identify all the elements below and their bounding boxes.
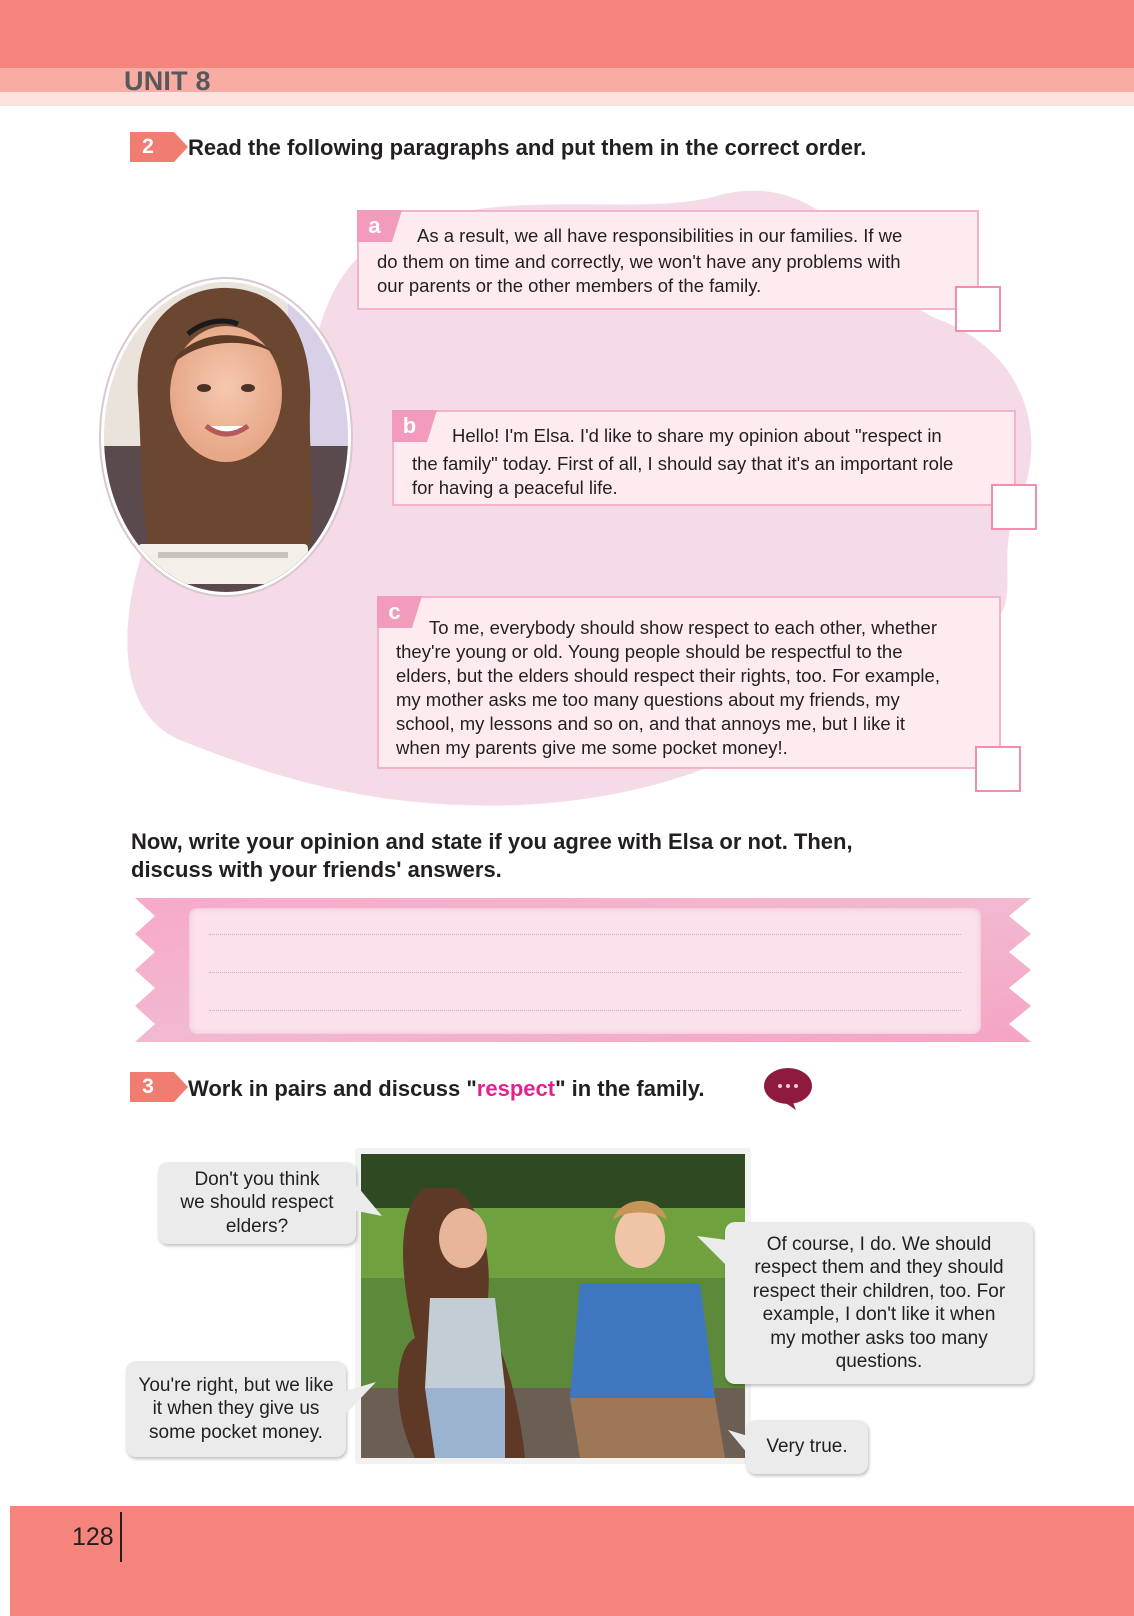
speech-bubble-boy-1-line-5: my mother asks too many <box>770 1327 988 1349</box>
speech-bubble-girl-2-line-3: some pocket money. <box>149 1421 323 1443</box>
speech-bubble-boy-1-line-3: respect their children, too. For <box>752 1280 1006 1302</box>
answer-box-c[interactable] <box>975 746 1021 792</box>
speech-bubble-boy-1 <box>725 1222 1033 1384</box>
paragraph-a-line-3: our parents or the other members of the family. <box>377 275 762 296</box>
teens-photo <box>355 1148 751 1464</box>
paragraph-a <box>357 210 979 310</box>
speech-bubble-girl-2 <box>126 1361 346 1457</box>
writing-input-area[interactable] <box>189 908 981 1034</box>
speech-bubble-girl-2-line-1: You're right, but we like <box>138 1374 334 1396</box>
elsa-portrait <box>98 276 354 598</box>
paragraph-a-line-2: do them on time and correctly, we won't have any problems with <box>377 251 901 272</box>
paragraph-c-line-4: my mother asks me too many questions about my friends, my <box>396 689 900 710</box>
paragraph-c <box>377 596 1001 769</box>
paragraph-label-c: c <box>377 596 412 628</box>
speech-bubble-boy-2-line-1: Very true. <box>766 1436 848 1458</box>
exercise-3-number: 3 <box>130 1072 174 1102</box>
bubble-tail-boy-2 <box>728 1430 750 1456</box>
writing-prompt-line-2: discuss with your friends' answers. <box>131 857 502 882</box>
paragraph-label-a: a <box>357 210 392 242</box>
footer-band <box>10 1506 1134 1616</box>
paragraph-c-line-2: they're young or old. Young people should be respectful to the <box>396 641 903 662</box>
paragraph-c-line-5: school, my lessons and so on, and that annoys me, but I like it <box>396 713 906 734</box>
speech-bubble-boy-2 <box>746 1420 868 1474</box>
writing-line-2 <box>209 972 961 973</box>
speech-bubble-icon <box>762 1064 814 1110</box>
speech-bubble-boy-1-line-2: respect them and they should <box>754 1257 1004 1278</box>
bubble-tail-boy-1 <box>697 1236 729 1270</box>
speech-bubble-boy-1-line-6: questions. <box>835 1351 923 1372</box>
paragraph-a-line-1: As a result, we all have responsibilities in our families. If we <box>417 225 903 246</box>
paragraph-b-line-3: for having a peaceful life. <box>412 477 618 498</box>
unit-title: UNIT 8 <box>124 66 211 96</box>
answer-box-a[interactable] <box>955 286 1001 332</box>
speech-bubble-boy-1-line-4: example, I don't like it when <box>762 1304 996 1325</box>
speech-bubble-girl-2-line-2: it when they give us <box>152 1398 320 1420</box>
paragraph-c-line-6: when my parents give me some pocket money!. <box>396 737 788 758</box>
paragraph-b <box>392 410 1016 506</box>
page-number: 128 <box>72 1523 114 1551</box>
paragraph-b-line-2: the family" today. First of all, I should say that it's an important role <box>412 453 954 474</box>
paragraph-c-line-3: elders, but the elders should respect their rights, too. For example, <box>396 665 940 686</box>
exercise-3-instruction-end: " in the family. <box>555 1076 705 1101</box>
answer-box-b[interactable] <box>991 484 1037 530</box>
speech-bubble-girl-1-line-2: we should respect <box>180 1192 334 1214</box>
exercise-3-instruction-start: Work in pairs and discuss " <box>188 1076 477 1101</box>
writing-line-1 <box>209 934 961 935</box>
speech-bubble-girl-1-line-3: elders? <box>225 1215 289 1237</box>
speech-bubble-girl-1-line-1: Don't you think <box>194 1168 320 1190</box>
exercise-2-number: 2 <box>130 132 174 162</box>
exercise-3-instruction <box>188 1076 704 1102</box>
exercise-2-instruction: Read the following paragraphs and put them in the correct order. <box>188 135 867 160</box>
paragraph-b-line-1: Hello! I'm Elsa. I'd like to share my opinion about "respect in <box>452 425 942 446</box>
paragraph-c-line-1: To me, everybody should show respect to each other, whether <box>429 617 938 638</box>
writing-prompt-line-1: Now, write your opinion and state if you agree with Elsa or not. Then, <box>131 829 853 854</box>
writing-prompt <box>131 828 853 884</box>
page-number-rule <box>120 1512 122 1562</box>
header-band <box>0 0 1134 68</box>
writing-line-3 <box>209 1010 961 1011</box>
speech-bubble-boy-1-line-1: Of course, I do. We should <box>766 1233 992 1255</box>
bubble-tail-girl-1 <box>352 1180 384 1220</box>
speech-bubble-girl-1 <box>158 1162 356 1244</box>
exercise-3-keyword: respect <box>476 1076 556 1101</box>
bubble-tail-girl-2 <box>342 1382 378 1422</box>
paragraph-label-b: b <box>392 410 427 442</box>
